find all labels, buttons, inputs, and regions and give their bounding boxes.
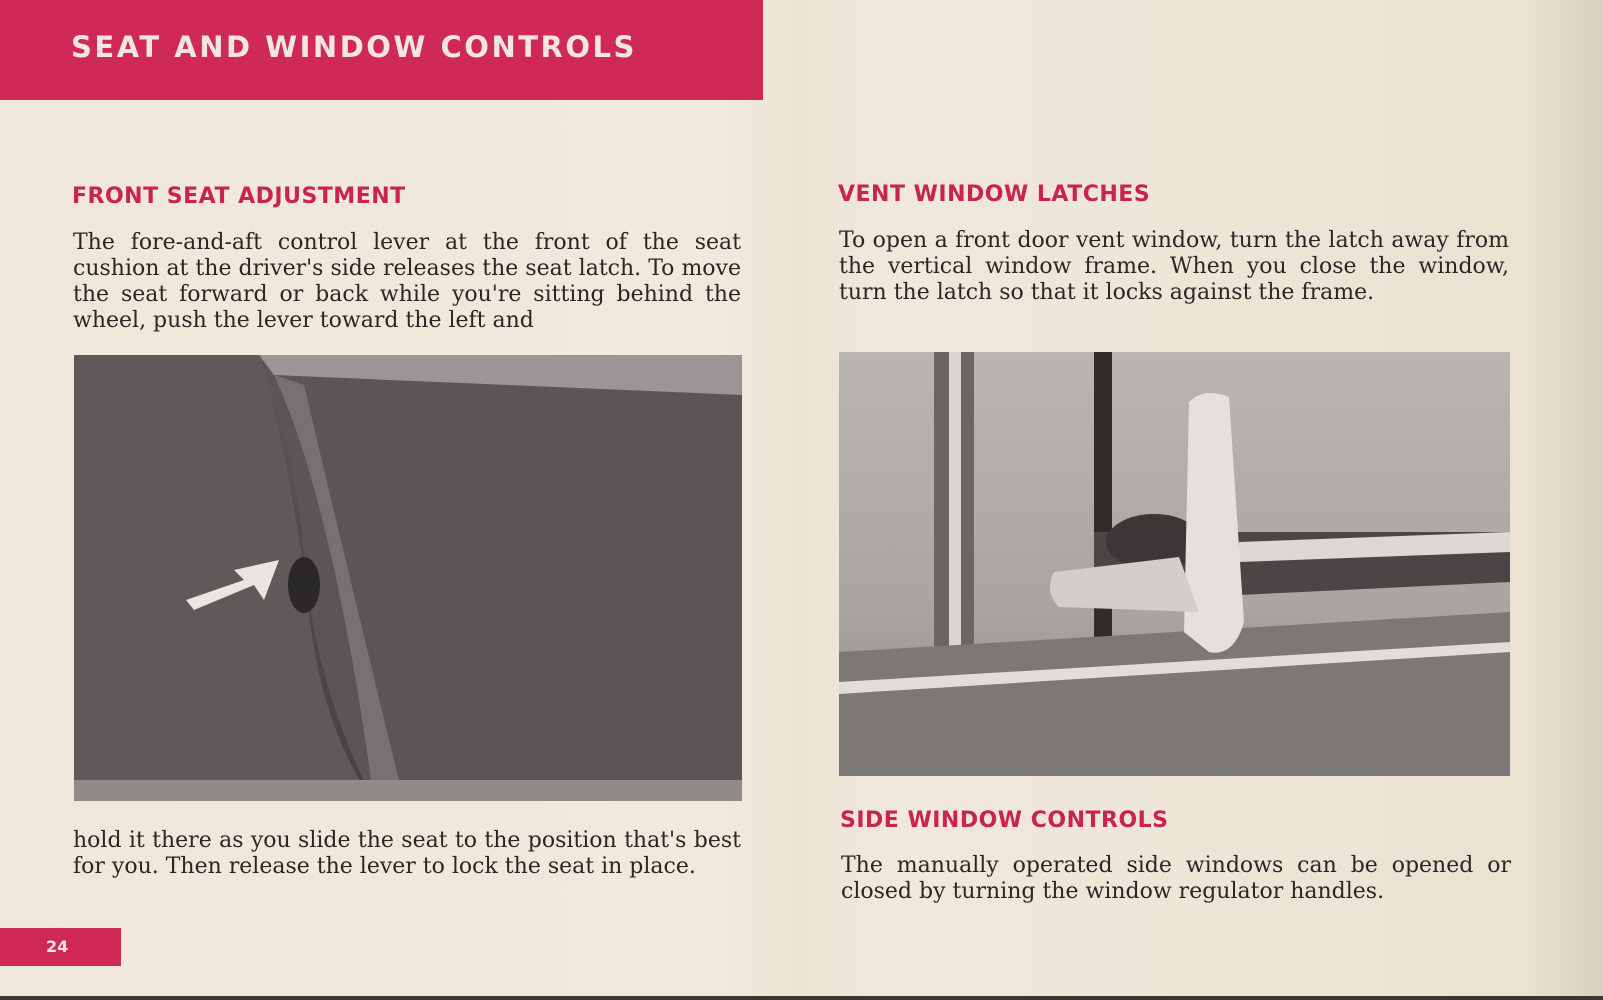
front-seat-text-top: The fore-and-aft control lever at the front of the seat cushion at the driver's side releases the seat latch. To move the seat forward or back while you're sitting behind the wheel, push the lever toward the left and [73,230,741,333]
section-header-bar [0,0,763,100]
page-number-tab [0,928,121,966]
front-seat-text-bottom: hold it there as you slide the seat to the position that's best for you. Then release the lever to lock the seat in place. [73,828,741,879]
seat-lever-illustration [74,355,742,801]
section-title: SEAT AND WINDOW CONTROLS [71,30,637,64]
side-window-heading: SIDE WINDOW CONTROLS [840,808,1169,833]
vent-window-heading: VENT WINDOW LATCHES [838,182,1151,207]
vent-latch-photo [839,352,1510,776]
vent-latch-illustration [839,352,1510,776]
vent-window-text: To open a front door vent window, turn the latch away from the vertical window frame. When you close the window, turn the latch so that it locks against the frame. [839,228,1509,305]
page-edge [0,996,1603,1000]
front-seat-heading: FRONT SEAT ADJUSTMENT [72,184,406,209]
side-window-text: The manually operated side windows can be opened or closed by turning the window regulator handles. [841,853,1511,904]
page-number: 24 [46,937,69,956]
seat-lever-photo [74,355,742,801]
